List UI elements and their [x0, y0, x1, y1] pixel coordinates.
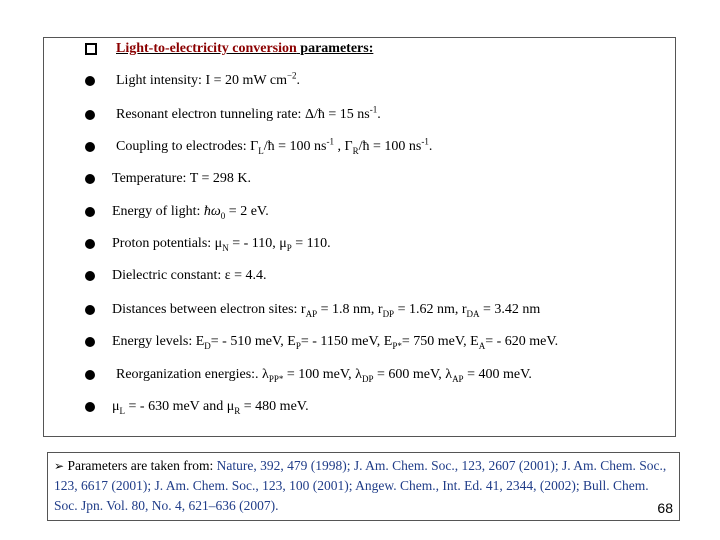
bullet-icon	[85, 239, 95, 249]
dist-v2: = 1.62 nm, r	[394, 302, 467, 317]
heading	[116, 38, 373, 60]
sub-ppstar: PP*	[268, 373, 284, 384]
item-label: Energy of light:	[112, 204, 201, 219]
bullet-icon	[85, 305, 95, 315]
item-label: Coupling to electrodes:	[116, 139, 247, 154]
reorg-v3: = 400 meV.	[463, 367, 532, 382]
coupling-mid3: /ħ = 100 ns	[358, 139, 422, 154]
sub-a: A	[478, 340, 486, 351]
bullet-icon	[85, 402, 95, 412]
sub-n: N	[222, 242, 229, 253]
item-end: .	[377, 107, 381, 122]
sub-d: D	[204, 340, 211, 351]
sub-l: L	[119, 405, 126, 416]
item-sup: -1	[369, 104, 378, 115]
parameters-box	[43, 37, 676, 437]
mu-v1: = - 630 meV and μ	[125, 399, 235, 414]
heading-highlight: Light-to-electricity conversion	[116, 41, 297, 56]
item-value: T = 298 K.	[189, 171, 251, 186]
item-label: Reorganization energies:. λ	[116, 367, 269, 382]
references-box	[47, 452, 680, 521]
item-end: .	[428, 139, 433, 154]
item-end: = 2 eV.	[225, 204, 269, 219]
item-sup: −2	[286, 70, 297, 81]
references-prefix: Parameters are taken from:	[64, 458, 217, 473]
sub-l: L	[258, 145, 264, 156]
gamma-l: Γ	[250, 139, 259, 154]
mu-l: μ	[112, 399, 120, 414]
item-value: ħω	[203, 204, 221, 219]
mu-v2: = 480 meV.	[240, 399, 309, 414]
bullet-icon	[85, 110, 95, 120]
sub-r: R	[234, 405, 241, 416]
item-label: Temperature:	[112, 171, 187, 186]
item-value: I = 20 mW cm	[205, 73, 287, 88]
bullet-icon	[85, 370, 95, 380]
item-label: Light intensity:	[116, 73, 202, 88]
dist-v1: = 1.8 nm, r	[317, 302, 383, 317]
item-label: Proton potentials:	[112, 236, 212, 251]
sub-p: P	[286, 242, 292, 253]
bullet-icon	[85, 337, 95, 347]
item-label: Resonant electron tunneling rate:	[116, 107, 302, 122]
bullet-icon	[85, 76, 95, 86]
sub-dp: DP	[361, 373, 374, 384]
sub-r: R	[352, 145, 359, 156]
bullet-icon	[85, 142, 95, 152]
reorg-v2: = 600 meV, λ	[373, 367, 453, 382]
sub-dp: DP	[382, 308, 395, 319]
el-v1: = - 510 meV, E	[210, 334, 296, 349]
item-label: Distances between electron sites: r	[112, 302, 306, 317]
item-end: .	[296, 73, 301, 88]
sup1: -1	[326, 136, 334, 147]
proton-v1: = - 110, μ	[228, 236, 287, 251]
sub-da: DA	[466, 308, 480, 319]
sub-p: P	[295, 340, 301, 351]
el-v2: = - 1150 meV, E	[300, 334, 393, 349]
checkbox-bullet-icon	[85, 43, 97, 55]
el-v3: = 750 meV, E	[401, 334, 479, 349]
references-sources: Nature, 392, 479 (1998); J. Am. Chem. Soc., 123, 2607 (2001); J. Am. Chem. Soc., 123, 6617 (2001); J. Am. Chem. Soc., 123, 100 (2001); Angew. Chem., Int. Ed. 41, 2344, (2002); Bull. Chem. Soc. Jpn. Vol. 80, No. 4, 621–636 (2007).	[54, 458, 667, 513]
el-v4: = - 620 meV.	[485, 334, 559, 349]
item-sub: 0	[220, 210, 226, 221]
sub-ap: AP	[452, 373, 464, 384]
item-label: Energy levels: E	[112, 334, 205, 349]
sub-ap: AP	[305, 308, 318, 319]
item-value: Δ/ħ = 15 ns	[304, 107, 370, 122]
coupling-mid1: /ħ = 100 ns	[263, 139, 327, 154]
sub-pstar: P*	[392, 340, 402, 351]
bullet-icon	[85, 207, 95, 217]
proton-v2: = 110.	[291, 236, 331, 251]
reorg-v1: = 100 meV, λ	[283, 367, 362, 382]
sup2: -1	[421, 136, 429, 147]
bullet-icon	[85, 271, 95, 281]
item-label: Dielectric constant:	[112, 268, 222, 283]
dist-v3: = 3.42 nm	[479, 302, 541, 317]
item-value: ε = 4.4.	[224, 268, 267, 283]
page-number: 68	[657, 500, 673, 516]
heading-rest: parameters:	[296, 41, 374, 56]
bullet-icon	[85, 174, 95, 184]
coupling-mid2: , Γ	[333, 139, 353, 154]
mu-n: μ	[214, 236, 223, 251]
arrow-bullet-icon: ➢	[54, 459, 65, 473]
